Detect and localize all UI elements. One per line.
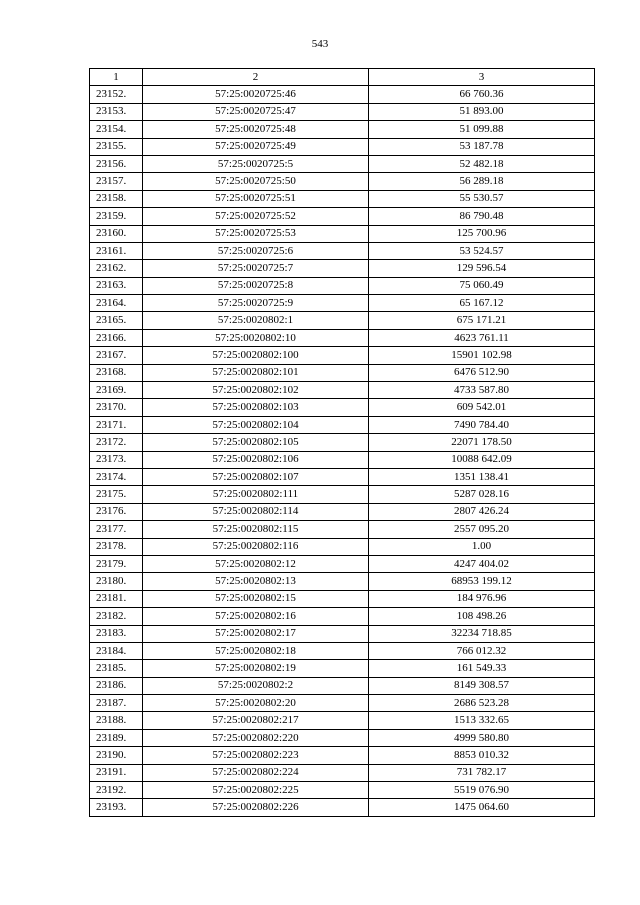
row-number: 23161. <box>90 242 143 259</box>
table-row <box>90 642 595 659</box>
value: 4623 761.11 <box>369 329 595 346</box>
cadastral-number: 57:25:0020802:106 <box>143 451 369 468</box>
cadastral-number: 57:25:0020802:100 <box>143 347 369 364</box>
value: 66 760.36 <box>369 86 595 103</box>
row-number: 23165. <box>90 312 143 329</box>
row-number: 23166. <box>90 329 143 346</box>
cadastral-number: 57:25:0020802:224 <box>143 764 369 781</box>
table-row <box>90 608 595 625</box>
cadastral-number: 57:25:0020802:107 <box>143 468 369 485</box>
row-number: 23184. <box>90 642 143 659</box>
table-row <box>90 138 595 155</box>
value: 5519 076.90 <box>369 782 595 799</box>
value: 125 700.96 <box>369 225 595 242</box>
value: 68953 199.12 <box>369 573 595 590</box>
row-number: 23157. <box>90 173 143 190</box>
table-row <box>90 695 595 712</box>
row-number: 23156. <box>90 155 143 172</box>
value: 5287 028.16 <box>369 486 595 503</box>
table-row <box>90 364 595 381</box>
row-number: 23186. <box>90 677 143 694</box>
table-row <box>90 86 595 103</box>
value: 8149 308.57 <box>369 677 595 694</box>
cadastral-number: 57:25:0020802:1 <box>143 312 369 329</box>
value: 65 167.12 <box>369 295 595 312</box>
table-row <box>90 399 595 416</box>
table-row <box>90 103 595 120</box>
table-row <box>90 729 595 746</box>
row-number: 23169. <box>90 382 143 399</box>
header-col-2: 2 <box>143 69 369 86</box>
value: 1475 064.60 <box>369 799 595 816</box>
value: 7490 784.40 <box>369 416 595 433</box>
row-number: 23172. <box>90 434 143 451</box>
value: 8853 010.32 <box>369 747 595 764</box>
value: 161 549.33 <box>369 660 595 677</box>
value: 55 530.57 <box>369 190 595 207</box>
value: 4733 587.80 <box>369 382 595 399</box>
row-number: 23163. <box>90 277 143 294</box>
table-row <box>90 382 595 399</box>
value: 675 171.21 <box>369 312 595 329</box>
cadastral-number: 57:25:0020725:52 <box>143 208 369 225</box>
cadastral-number: 57:25:0020802:20 <box>143 695 369 712</box>
table-row <box>90 312 595 329</box>
table-body <box>90 86 595 816</box>
value: 6476 512.90 <box>369 364 595 381</box>
table-row <box>90 451 595 468</box>
value: 32234 718.85 <box>369 625 595 642</box>
table-row <box>90 660 595 677</box>
cadastral-number: 57:25:0020725:5 <box>143 155 369 172</box>
value: 22071 178.50 <box>369 434 595 451</box>
table-row <box>90 329 595 346</box>
row-number: 23159. <box>90 208 143 225</box>
row-number: 23162. <box>90 260 143 277</box>
row-number: 23183. <box>90 625 143 642</box>
value: 86 790.48 <box>369 208 595 225</box>
cadastral-number: 57:25:0020725:8 <box>143 277 369 294</box>
cadastral-number: 57:25:0020802:226 <box>143 799 369 816</box>
cadastral-number: 57:25:0020802:16 <box>143 608 369 625</box>
value: 56 289.18 <box>369 173 595 190</box>
row-number: 23185. <box>90 660 143 677</box>
table-row <box>90 521 595 538</box>
cadastral-number: 57:25:0020802:13 <box>143 573 369 590</box>
cadastral-number: 57:25:0020725:9 <box>143 295 369 312</box>
table-row <box>90 190 595 207</box>
row-number: 23175. <box>90 486 143 503</box>
cadastral-number: 57:25:0020725:47 <box>143 103 369 120</box>
row-number: 23170. <box>90 399 143 416</box>
row-number: 23192. <box>90 782 143 799</box>
row-number: 23154. <box>90 121 143 138</box>
cadastral-number: 57:25:0020802:105 <box>143 434 369 451</box>
table-row <box>90 434 595 451</box>
value: 184 976.96 <box>369 590 595 607</box>
value: 53 187.78 <box>369 138 595 155</box>
header-col-1: 1 <box>90 69 143 86</box>
row-number: 23187. <box>90 695 143 712</box>
row-number: 23179. <box>90 555 143 572</box>
table-row <box>90 677 595 694</box>
cadastral-number: 57:25:0020725:48 <box>143 121 369 138</box>
table-row <box>90 503 595 520</box>
cadastral-number: 57:25:0020725:51 <box>143 190 369 207</box>
cadastral-number: 57:25:0020802:2 <box>143 677 369 694</box>
value: 10088 642.09 <box>369 451 595 468</box>
value: 52 482.18 <box>369 155 595 172</box>
cadastral-number: 57:25:0020802:114 <box>143 503 369 520</box>
table-row <box>90 712 595 729</box>
value: 75 060.49 <box>369 277 595 294</box>
row-number: 23173. <box>90 451 143 468</box>
row-number: 23168. <box>90 364 143 381</box>
row-number: 23174. <box>90 468 143 485</box>
cadastral-number: 57:25:0020725:49 <box>143 138 369 155</box>
row-number: 23152. <box>90 86 143 103</box>
value: 53 524.57 <box>369 242 595 259</box>
cadastral-number: 57:25:0020802:102 <box>143 382 369 399</box>
table-row <box>90 173 595 190</box>
cadastral-number: 57:25:0020802:10 <box>143 329 369 346</box>
cadastral-number: 57:25:0020802:217 <box>143 712 369 729</box>
table-row <box>90 347 595 364</box>
table-row <box>90 242 595 259</box>
row-number: 23181. <box>90 590 143 607</box>
cadastral-number: 57:25:0020802:223 <box>143 747 369 764</box>
table-row <box>90 155 595 172</box>
value: 4999 580.80 <box>369 729 595 746</box>
header-col-3: 3 <box>369 69 595 86</box>
table-row <box>90 555 595 572</box>
row-number: 23189. <box>90 729 143 746</box>
table-row <box>90 573 595 590</box>
value: 766 012.32 <box>369 642 595 659</box>
cadastral-number: 57:25:0020725:6 <box>143 242 369 259</box>
row-number: 23155. <box>90 138 143 155</box>
row-number: 23191. <box>90 764 143 781</box>
row-number: 23177. <box>90 521 143 538</box>
row-number: 23167. <box>90 347 143 364</box>
cadastral-number: 57:25:0020802:225 <box>143 782 369 799</box>
cadastral-number: 57:25:0020802:103 <box>143 399 369 416</box>
cadastral-number: 57:25:0020725:7 <box>143 260 369 277</box>
table-row <box>90 225 595 242</box>
value: 609 542.01 <box>369 399 595 416</box>
data-table <box>89 68 595 817</box>
table-row <box>90 782 595 799</box>
value: 1351 138.41 <box>369 468 595 485</box>
table-row <box>90 121 595 138</box>
cadastral-number: 57:25:0020725:53 <box>143 225 369 242</box>
table-header <box>90 69 595 86</box>
value: 731 782.17 <box>369 764 595 781</box>
value: 129 596.54 <box>369 260 595 277</box>
value: 1.00 <box>369 538 595 555</box>
cadastral-number: 57:25:0020802:116 <box>143 538 369 555</box>
cadastral-number: 57:25:0020725:50 <box>143 173 369 190</box>
value: 51 099.88 <box>369 121 595 138</box>
value: 108 498.26 <box>369 608 595 625</box>
header-row <box>90 69 595 86</box>
table-row <box>90 468 595 485</box>
cadastral-number: 57:25:0020725:46 <box>143 86 369 103</box>
value: 1513 332.65 <box>369 712 595 729</box>
table-row <box>90 208 595 225</box>
row-number: 23190. <box>90 747 143 764</box>
row-number: 23153. <box>90 103 143 120</box>
table-row <box>90 625 595 642</box>
value: 2686 523.28 <box>369 695 595 712</box>
value: 15901 102.98 <box>369 347 595 364</box>
table-row <box>90 416 595 433</box>
row-number: 23193. <box>90 799 143 816</box>
cadastral-number: 57:25:0020802:220 <box>143 729 369 746</box>
row-number: 23171. <box>90 416 143 433</box>
cadastral-number: 57:25:0020802:15 <box>143 590 369 607</box>
cadastral-number: 57:25:0020802:111 <box>143 486 369 503</box>
table-row <box>90 295 595 312</box>
row-number: 23160. <box>90 225 143 242</box>
table-row <box>90 486 595 503</box>
cadastral-number: 57:25:0020802:18 <box>143 642 369 659</box>
value: 51 893.00 <box>369 103 595 120</box>
row-number: 23176. <box>90 503 143 520</box>
page-number: 543 <box>311 38 329 50</box>
cadastral-number: 57:25:0020802:104 <box>143 416 369 433</box>
cadastral-number: 57:25:0020802:101 <box>143 364 369 381</box>
table-row <box>90 538 595 555</box>
table-row <box>90 747 595 764</box>
value: 4247 404.02 <box>369 555 595 572</box>
cadastral-number: 57:25:0020802:12 <box>143 555 369 572</box>
table-row <box>90 799 595 816</box>
row-number: 23164. <box>90 295 143 312</box>
table-row <box>90 260 595 277</box>
table-row <box>90 764 595 781</box>
value: 2557 095.20 <box>369 521 595 538</box>
row-number: 23178. <box>90 538 143 555</box>
row-number: 23158. <box>90 190 143 207</box>
row-number: 23188. <box>90 712 143 729</box>
value: 2807 426.24 <box>369 503 595 520</box>
row-number: 23180. <box>90 573 143 590</box>
row-number: 23182. <box>90 608 143 625</box>
cadastral-number: 57:25:0020802:19 <box>143 660 369 677</box>
table-row <box>90 277 595 294</box>
cadastral-number: 57:25:0020802:115 <box>143 521 369 538</box>
table-row <box>90 590 595 607</box>
cadastral-number: 57:25:0020802:17 <box>143 625 369 642</box>
